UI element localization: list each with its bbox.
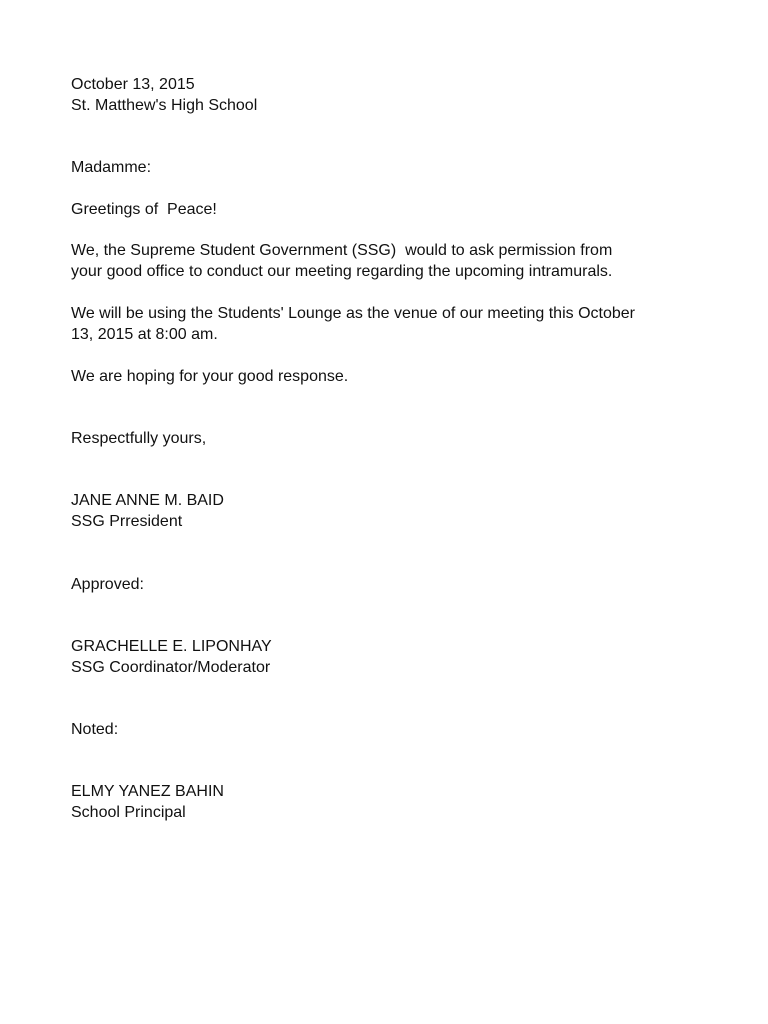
signatory-1-title: SSG Prresident [71, 513, 183, 530]
closing: Respectfully yours, [71, 430, 207, 447]
signatory-2-title: SSG Coordinator/Moderator [71, 659, 271, 676]
paragraph-1-line-1: We, the Supreme Student Government (SSG) would to ask permission from [71, 242, 613, 259]
signatory-3-title: School Principal [71, 804, 186, 821]
signatory-2-name: GRACHELLE E. LIPONHAY [71, 638, 272, 655]
paragraph-2-line-1: We will be using the Students' Lounge as the venue of our meeting this October [71, 305, 635, 322]
paragraph-2-line-2: 13, 2015 at 8:00 am. [71, 326, 218, 343]
paragraph-1-line-2: your good office to conduct our meeting regarding the upcoming intramurals. [71, 263, 613, 280]
salutation: Madamme: [71, 159, 152, 176]
signatory-3-name: ELMY YANEZ BAHIN [71, 783, 224, 800]
noted-label: Noted: [71, 721, 119, 738]
letter-date: October 13, 2015 [71, 76, 195, 93]
paragraph-3: We are hoping for your good response. [71, 368, 349, 385]
signatory-1-name: JANE ANNE M. BAID [71, 492, 224, 509]
greeting: Greetings of Peace! [71, 201, 217, 218]
approved-label: Approved: [71, 576, 144, 593]
school-name: St. Matthew's High School [71, 97, 258, 114]
